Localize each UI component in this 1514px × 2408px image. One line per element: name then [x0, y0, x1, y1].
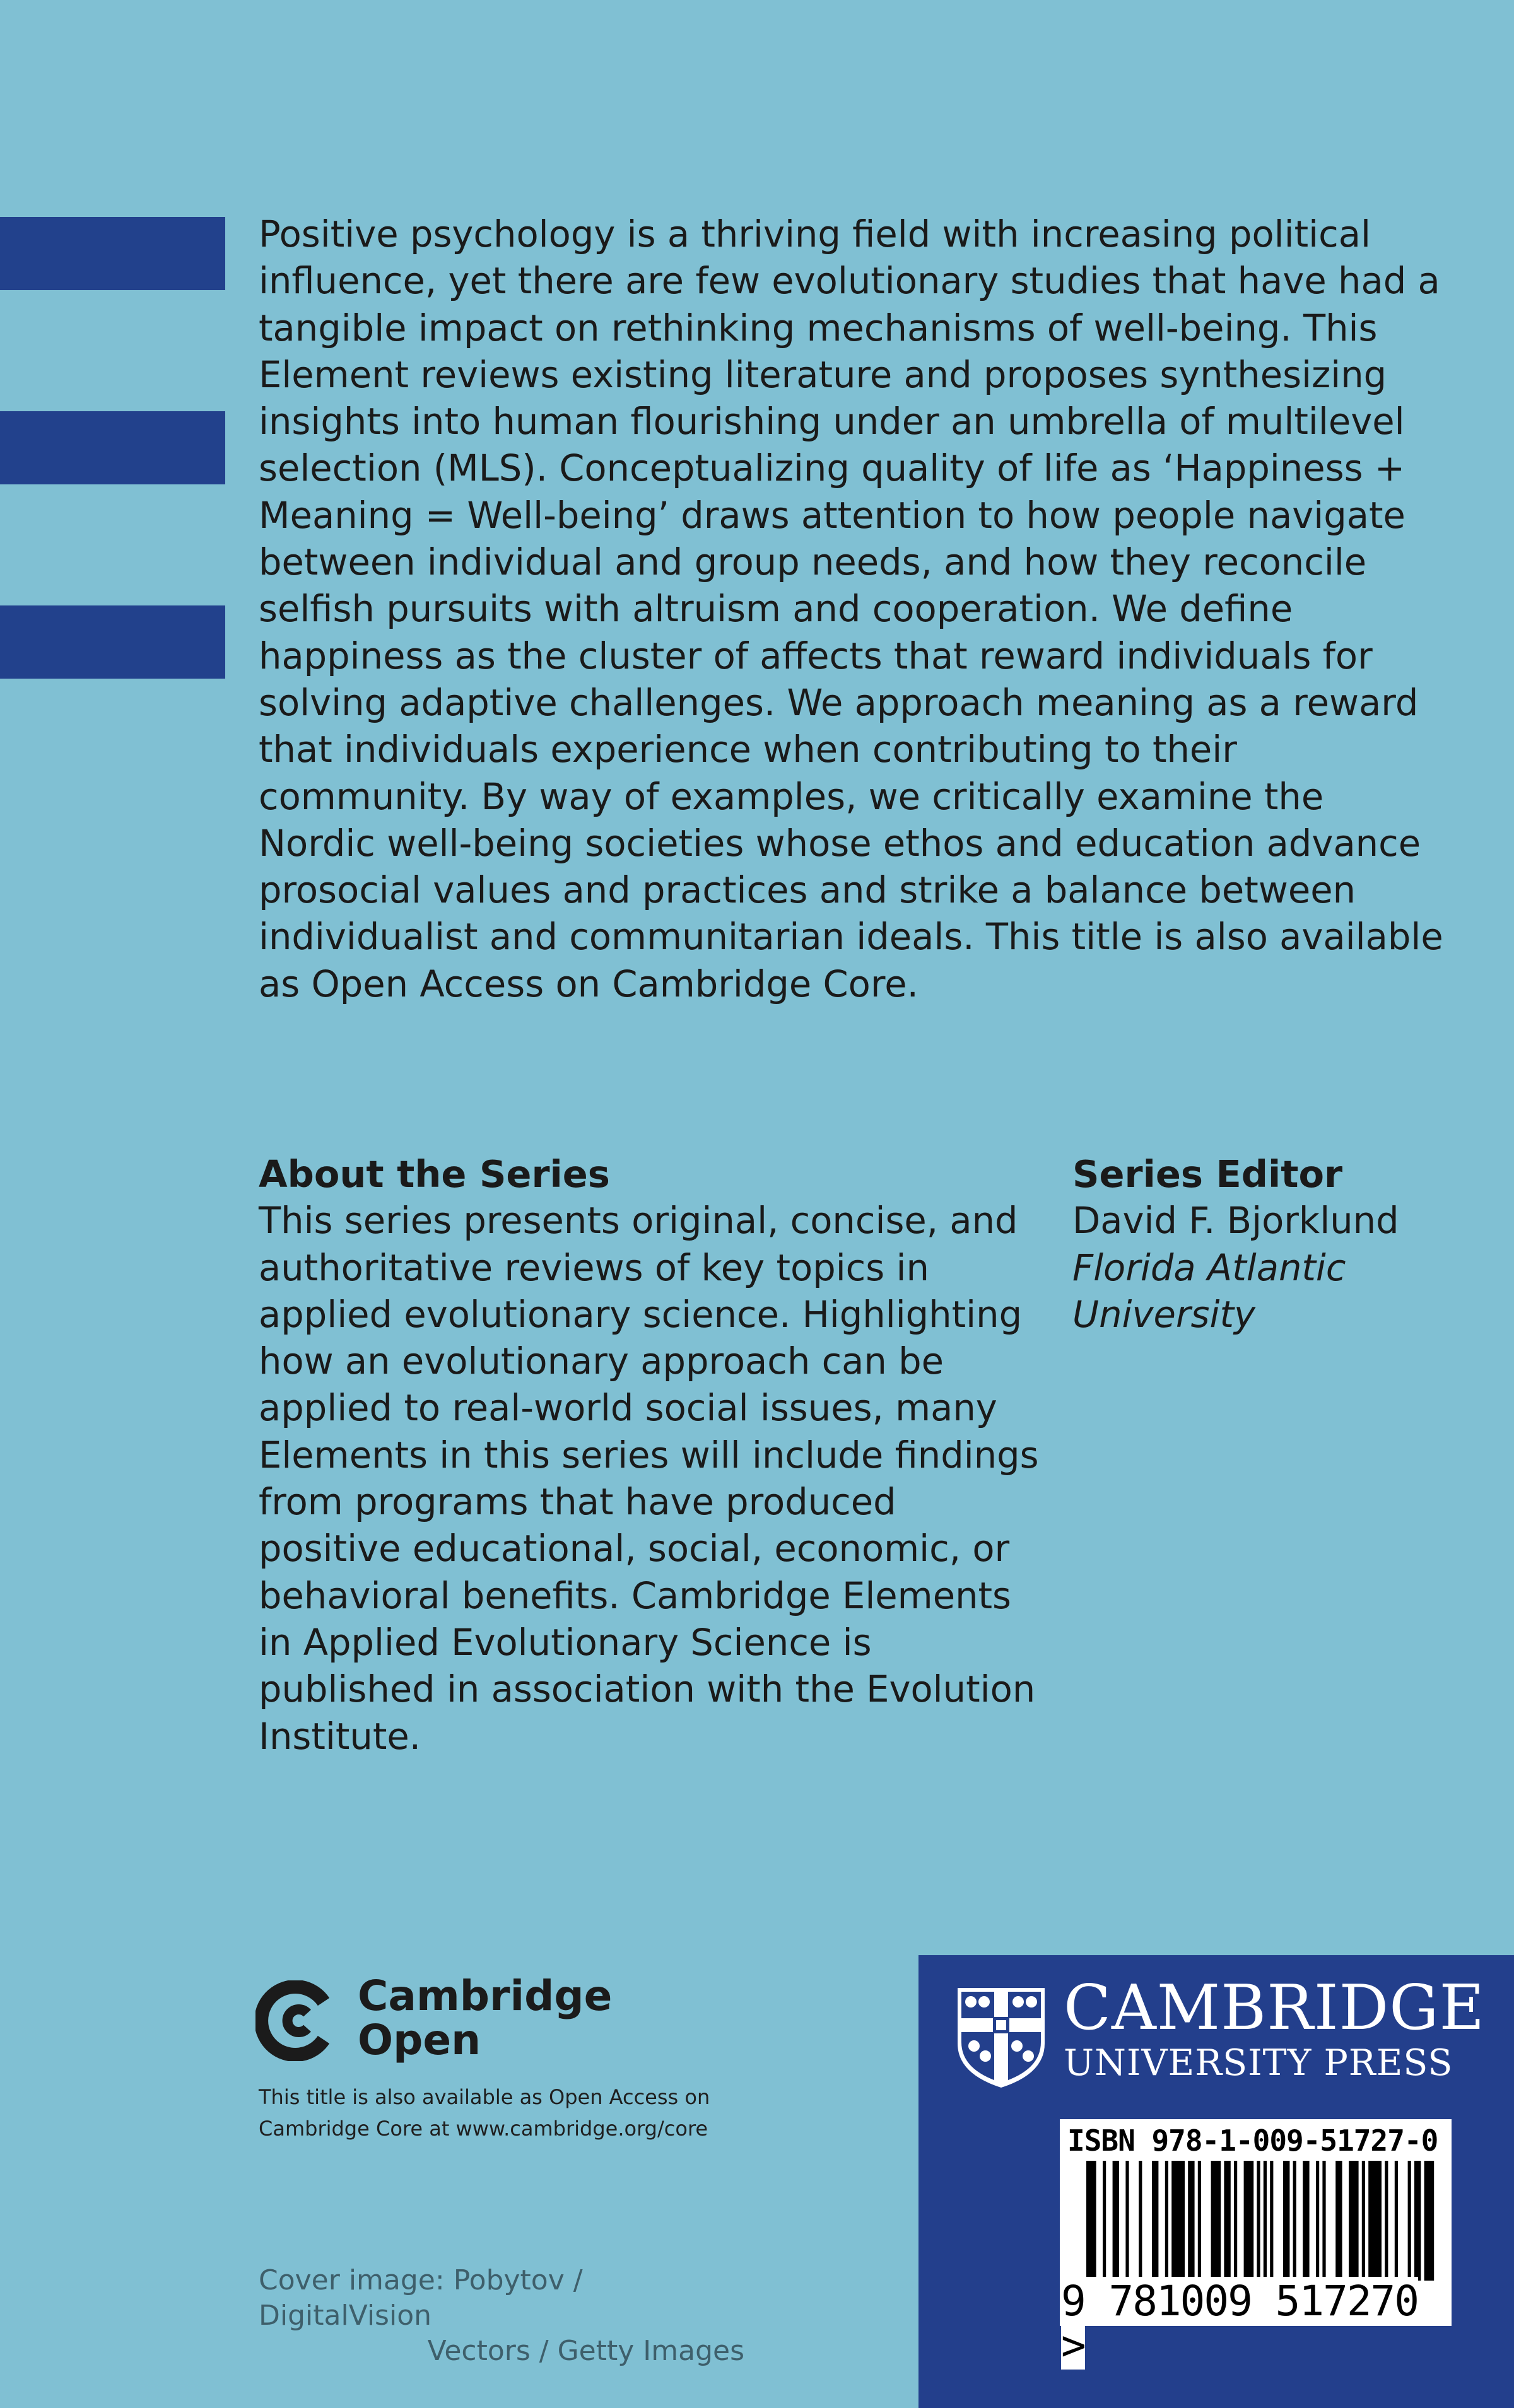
- decorative-stripe-2: [0, 411, 225, 484]
- cover-credit-line2: Vectors / Getty Images: [427, 2335, 744, 2367]
- about-series-heading: About the Series: [259, 1152, 610, 1196]
- barcode-bar: [1188, 2161, 1194, 2281]
- barcode-bar: [1171, 2161, 1185, 2281]
- cambridge-open-logo-icon: [255, 1980, 336, 2061]
- barcode-bar: [1283, 2161, 1289, 2281]
- barcode-bar: [1165, 2161, 1168, 2281]
- barcode-bar: [1408, 2161, 1411, 2281]
- barcode-bar: [1113, 2161, 1119, 2281]
- decorative-stripe-3: [0, 605, 225, 679]
- barcode-bar: [1395, 2161, 1398, 2281]
- cover-credit: [259, 2263, 751, 2369]
- publisher-name-line1: CAMBRIDGE: [1064, 1972, 1486, 2044]
- cambridge-open-line2: Open: [358, 2016, 481, 2064]
- cambridge-open-wordmark: [358, 1972, 613, 2064]
- barcode-bar: [1303, 2161, 1309, 2281]
- barcode-bar: [1198, 2161, 1201, 2281]
- cover-credit-line1: Cover image: Pobytov / DigitalVision: [259, 2264, 583, 2332]
- barcode-box: [1060, 2119, 1452, 2370]
- barcode-bar: [1335, 2161, 1342, 2281]
- isbn-digits: [1061, 2277, 1450, 2370]
- barcode-bar: [1125, 2161, 1129, 2281]
- barcode-bar: [1414, 2161, 1421, 2281]
- decorative-stripe-1: [0, 217, 225, 290]
- barcode-bar: [1385, 2161, 1388, 2281]
- barcode-bar: [1139, 2161, 1142, 2281]
- barcode-bar: [1211, 2161, 1221, 2281]
- barcode-bar: [1234, 2161, 1237, 2281]
- about-series-text: This series presents original, concise, and authoritative reviews of key topics in applied evolutionary science. Highlighting how an evolutionary approach can be applied to real-world social issues, many Elements in this series will include findings from programs that have produced positive educational, social, economic, or behavioral benefits. Cambridge Elements in Applied Evolutionary Science is published in association with the Evolution Institute.: [259, 1200, 1039, 1758]
- barcode-bar: [1322, 2161, 1325, 2281]
- barcode-bar: [1270, 2161, 1273, 2281]
- series-editor-affiliation: Florida Atlantic University: [1072, 1246, 1346, 1336]
- barcode-bar: [1362, 2161, 1365, 2281]
- isbn-digits-text: 9 781009 517270 >: [1061, 2277, 1419, 2370]
- isbn-label: ISBN 978-1-009-51727-0: [1067, 2124, 1438, 2158]
- barcode-bar: [1316, 2161, 1319, 2281]
- series-editor-section: [1072, 1151, 1482, 1338]
- barcode-bar: [1368, 2161, 1382, 2281]
- university-crest-icon: [955, 1985, 1047, 2090]
- publisher-panel: [918, 1955, 1514, 2408]
- about-series-section: [259, 1151, 1041, 1760]
- cambridge-open-line1: Cambridge: [358, 1972, 613, 2020]
- series-editor-name: David F. Bjorklund: [1072, 1200, 1399, 1242]
- publisher-name-line2: UNIVERSITY PRESS: [1064, 2042, 1453, 2084]
- barcode-bar: [1349, 2161, 1359, 2281]
- barcode-bar: [1224, 2161, 1230, 2281]
- barcode-bar: [1244, 2161, 1254, 2281]
- barcode-bar: [1293, 2161, 1296, 2281]
- barcode-bar: [1152, 2161, 1158, 2281]
- publisher-name: [1064, 1974, 1499, 2084]
- open-access-note: This title is also available as Open Access on Cambridge Core at www.cambridge.org/core: [259, 2085, 710, 2141]
- barcode-bar: [1424, 2161, 1435, 2281]
- book-blurb: Positive psychology is a thriving field with increasing political influence, yet there are few evolutionary studies that have had a tangible impact on rethinking mechanisms of well-being. This Element reviews existing literature and proposes synthesizing insights into human flourishing under an umbrella of multilevel selection (MLS). Conceptualizing quality of life as ‘Happiness + Meaning = Well-being’ draws attention to how people navigate between individual and group needs, and how they reconcile selfish pursuits with altruism and cooperation. We define happiness as the cluster of affects that reward individuals for solving adaptive challenges. We approach meaning as a reward that individuals experience when contributing to their community. By way of examples, we critically examine the Nordic well-being societies whose ethos and education advance prosocial values and practices and strike a balance between individualist and communitarian ideals. This title is also available as Open Access on Cambridge Core.: [259, 213, 1443, 1005]
- series-editor-heading: Series Editor: [1072, 1152, 1343, 1196]
